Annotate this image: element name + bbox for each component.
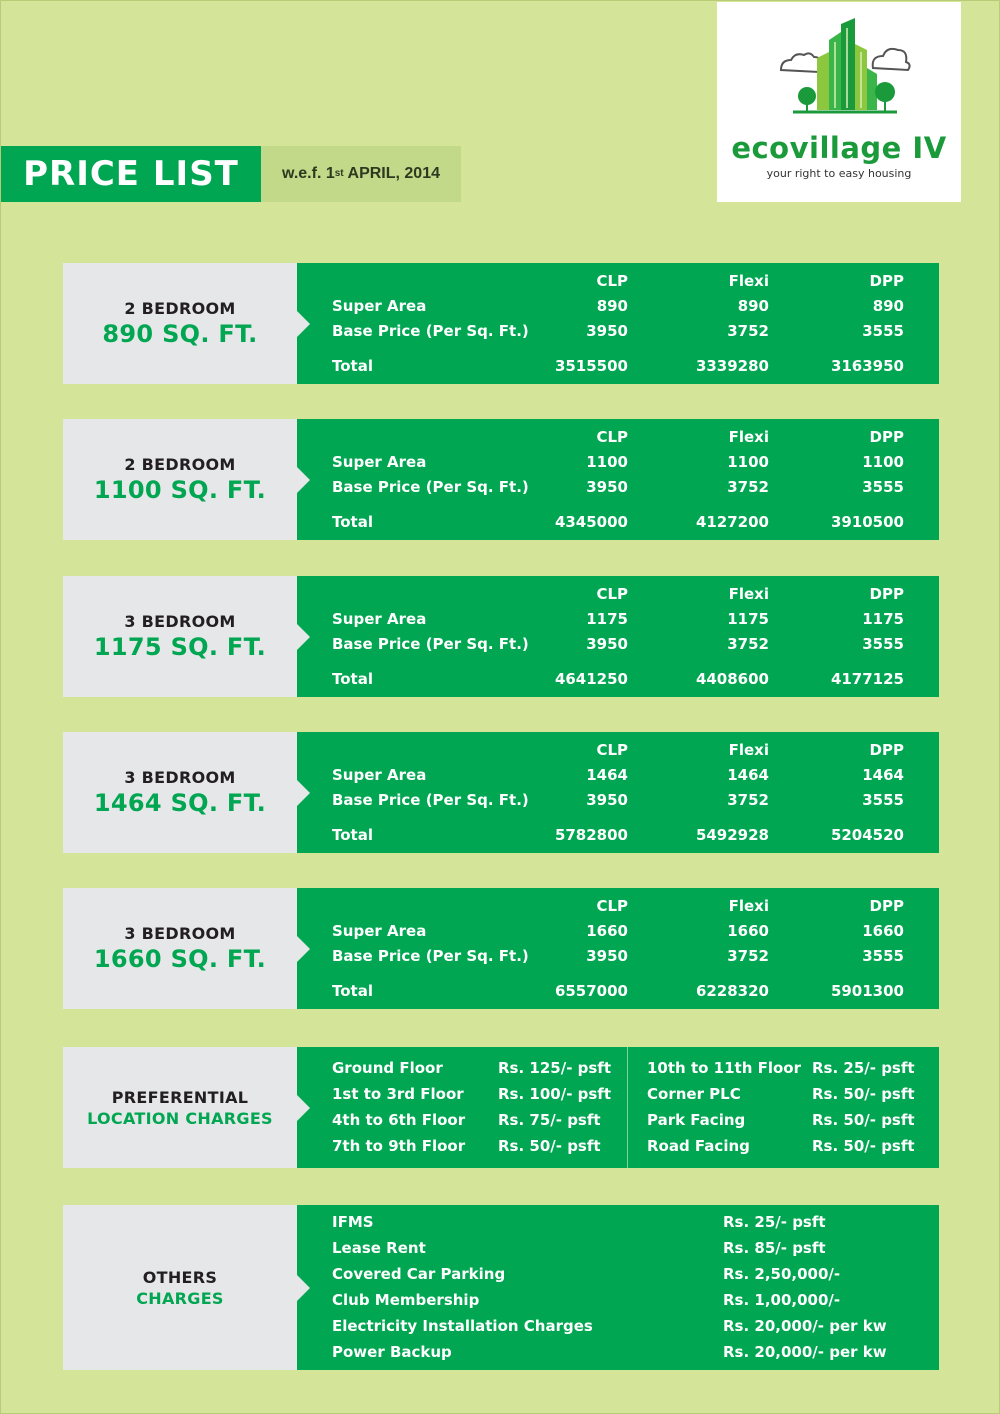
other-charge-row xyxy=(297,1291,939,1313)
plc-item-charge: Rs. 50/- psft xyxy=(812,1085,915,1103)
other-charge-value: Rs. 20,000/- per kw xyxy=(723,1317,887,1335)
price-row xyxy=(297,478,939,500)
row-value: 1175 xyxy=(862,610,904,628)
other-charge-name: Covered Car Parking xyxy=(332,1265,506,1283)
other-charge-row xyxy=(297,1343,939,1365)
price-list-title-bar xyxy=(1,146,261,202)
plc-floor-charge: Rs. 50/- psft xyxy=(498,1137,601,1155)
row-value: 1100 xyxy=(727,453,769,471)
plan-header-1: Flexi xyxy=(728,272,769,290)
page-title: PRICE LIST xyxy=(23,154,239,194)
unit-label-panel xyxy=(63,732,297,853)
row-label: Super Area xyxy=(332,922,427,940)
effective-date: w.e.f. 1 st APRIL, 2014 xyxy=(261,146,461,202)
other-charge-value: Rs. 1,00,000/- xyxy=(723,1291,841,1309)
plc-item-name: Corner PLC xyxy=(647,1085,741,1103)
wef-prefix: w.e.f. 1 xyxy=(281,165,335,182)
others-label-line1: OTHERS xyxy=(142,1267,218,1287)
plc-label-line2: LOCATION CHARGES xyxy=(87,1108,273,1128)
other-charge-value: Rs. 25/- psft xyxy=(723,1213,826,1231)
row-value: 1660 xyxy=(586,922,628,940)
other-charge-value: Rs. 2,50,000/- xyxy=(723,1265,841,1283)
row-label: Base Price (Per Sq. Ft.) xyxy=(332,635,529,653)
price-row xyxy=(297,947,939,969)
bedroom-type: 3 BEDROOM xyxy=(124,768,236,787)
plan-header-0: CLP xyxy=(596,741,628,759)
price-header-row xyxy=(297,428,939,450)
other-charge-name: Lease Rent xyxy=(332,1239,426,1257)
row-value: 3950 xyxy=(586,791,628,809)
other-charge-row xyxy=(297,1265,939,1287)
price-row xyxy=(297,357,939,379)
row-value: 890 xyxy=(872,297,904,315)
plan-header-1: Flexi xyxy=(728,897,769,915)
unit-arrow xyxy=(297,624,310,650)
bedroom-type: 2 BEDROOM xyxy=(124,455,236,474)
row-value: 5782800 xyxy=(554,826,628,844)
unit-section xyxy=(63,263,939,384)
unit-price-table xyxy=(297,263,939,384)
plc-label-panel xyxy=(63,1047,297,1168)
row-label: Total xyxy=(332,670,373,688)
others-arrow xyxy=(297,1275,310,1301)
row-value: 4641250 xyxy=(554,670,628,688)
unit-label-panel xyxy=(63,419,297,540)
row-value: 3339280 xyxy=(695,357,769,375)
unit-area: 1660 SQ. FT. xyxy=(93,945,267,973)
row-value: 4177125 xyxy=(830,670,904,688)
price-row xyxy=(297,670,939,692)
unit-section xyxy=(63,888,939,1009)
row-label: Base Price (Per Sq. Ft.) xyxy=(332,791,529,809)
row-value: 3555 xyxy=(862,947,904,965)
row-value: 1100 xyxy=(586,453,628,471)
price-row xyxy=(297,513,939,535)
plan-header-0: CLP xyxy=(596,897,628,915)
row-value: 1464 xyxy=(586,766,628,784)
row-value: 890 xyxy=(596,297,628,315)
plan-header-2: DPP xyxy=(869,897,904,915)
row-label: Super Area xyxy=(332,453,427,471)
price-header-row xyxy=(297,272,939,294)
plan-header-0: CLP xyxy=(596,428,628,446)
price-header-row xyxy=(297,741,939,763)
row-label: Total xyxy=(332,982,373,1000)
plc-arrow xyxy=(297,1095,310,1121)
plan-header-0: CLP xyxy=(596,272,628,290)
others-label-panel xyxy=(63,1205,297,1370)
price-row xyxy=(297,635,939,657)
row-value: 1100 xyxy=(862,453,904,471)
price-row xyxy=(297,791,939,813)
others-table xyxy=(297,1205,939,1370)
price-row xyxy=(297,922,939,944)
logo-name: ecovillage IV xyxy=(731,131,947,165)
row-value: 1660 xyxy=(727,922,769,940)
plan-header-0: CLP xyxy=(596,585,628,603)
unit-label-panel xyxy=(63,263,297,384)
row-value: 3752 xyxy=(727,635,769,653)
bedroom-type: 3 BEDROOM xyxy=(124,612,236,631)
row-label: Super Area xyxy=(332,610,427,628)
row-value: 3555 xyxy=(862,791,904,809)
unit-arrow xyxy=(297,780,310,806)
price-row xyxy=(297,610,939,632)
unit-label-panel xyxy=(63,576,297,697)
unit-area: 1100 SQ. FT. xyxy=(93,476,267,504)
plc-floor-name: 1st to 3rd Floor xyxy=(332,1085,464,1103)
row-label: Total xyxy=(332,826,373,844)
unit-section xyxy=(63,419,939,540)
unit-label-panel xyxy=(63,888,297,1009)
row-value: 890 xyxy=(737,297,769,315)
unit-arrow xyxy=(297,936,310,962)
row-value: 4408600 xyxy=(695,670,769,688)
unit-arrow xyxy=(297,311,310,337)
price-row xyxy=(297,322,939,344)
other-charge-name: Electricity Installation Charges xyxy=(332,1317,593,1335)
row-label: Total xyxy=(332,513,373,531)
other-charge-value: Rs. 85/- psft xyxy=(723,1239,826,1257)
other-charge-name: Power Backup xyxy=(332,1343,452,1361)
plc-floor-charge: Rs. 75/- psft xyxy=(498,1111,601,1129)
row-label: Base Price (Per Sq. Ft.) xyxy=(332,478,529,496)
plc-item-charge: Rs. 50/- psft xyxy=(812,1137,915,1155)
row-value: 3555 xyxy=(862,322,904,340)
row-value: 4127200 xyxy=(695,513,769,531)
unit-area: 890 SQ. FT. xyxy=(102,320,258,348)
row-value: 1464 xyxy=(727,766,769,784)
row-value: 3950 xyxy=(586,947,628,965)
row-value: 1175 xyxy=(586,610,628,628)
plc-item-charge: Rs. 25/- psft xyxy=(812,1059,915,1077)
row-value: 5204520 xyxy=(830,826,904,844)
row-value: 1464 xyxy=(862,766,904,784)
unit-section xyxy=(63,576,939,697)
unit-area: 1464 SQ. FT. xyxy=(93,789,267,817)
plc-label-line1: PREFERENTIAL xyxy=(111,1087,249,1107)
plan-header-2: DPP xyxy=(869,585,904,603)
row-label: Total xyxy=(332,357,373,375)
price-row xyxy=(297,826,939,848)
price-row xyxy=(297,297,939,319)
plc-divider xyxy=(627,1047,628,1168)
logo xyxy=(717,2,961,202)
plc-item-name: 10th to 11th Floor xyxy=(647,1059,801,1077)
unit-price-table xyxy=(297,732,939,853)
unit-price-table xyxy=(297,888,939,1009)
plan-header-2: DPP xyxy=(869,428,904,446)
others-charges-section xyxy=(63,1205,939,1370)
row-value: 4345000 xyxy=(554,513,628,531)
row-value: 5901300 xyxy=(830,982,904,1000)
row-value: 3752 xyxy=(727,791,769,809)
plan-header-1: Flexi xyxy=(728,585,769,603)
preferential-location-charges-section xyxy=(63,1047,939,1168)
plc-table xyxy=(297,1047,939,1168)
price-row xyxy=(297,982,939,1004)
plc-floor-charge: Rs. 125/- psft xyxy=(498,1059,611,1077)
other-charge-row xyxy=(297,1317,939,1339)
plc-floor-name: Ground Floor xyxy=(332,1059,443,1077)
row-value: 3515500 xyxy=(554,357,628,375)
plan-header-2: DPP xyxy=(869,272,904,290)
unit-arrow xyxy=(297,467,310,493)
row-value: 5492928 xyxy=(695,826,769,844)
unit-section xyxy=(63,732,939,853)
row-label: Base Price (Per Sq. Ft.) xyxy=(332,947,529,965)
row-value: 3910500 xyxy=(830,513,904,531)
row-value: 3752 xyxy=(727,947,769,965)
other-charge-row xyxy=(297,1213,939,1235)
others-label-line2: CHARGES xyxy=(136,1288,224,1308)
row-value: 3752 xyxy=(727,322,769,340)
row-value: 3555 xyxy=(862,478,904,496)
row-value: 3752 xyxy=(727,478,769,496)
price-row xyxy=(297,453,939,475)
wef-suffix: APRIL, 2014 xyxy=(343,165,440,182)
unit-price-table xyxy=(297,576,939,697)
logo-tagline: your right to easy housing xyxy=(766,167,912,180)
price-row xyxy=(297,766,939,788)
other-charge-name: Club Membership xyxy=(332,1291,480,1309)
row-label: Super Area xyxy=(332,297,427,315)
plc-item-name: Park Facing xyxy=(647,1111,746,1129)
bedroom-type: 3 BEDROOM xyxy=(124,924,236,943)
unit-price-table xyxy=(297,419,939,540)
row-value: 3950 xyxy=(586,635,628,653)
unit-area: 1175 SQ. FT. xyxy=(93,633,267,661)
plan-header-1: Flexi xyxy=(728,741,769,759)
row-value: 3950 xyxy=(586,478,628,496)
other-charge-row xyxy=(297,1239,939,1261)
plc-floor-charge: Rs. 100/- psft xyxy=(498,1085,611,1103)
plc-item-name: Road Facing xyxy=(647,1137,750,1155)
row-value: 1175 xyxy=(727,610,769,628)
other-charge-name: IFMS xyxy=(332,1213,374,1231)
plan-header-2: DPP xyxy=(869,741,904,759)
row-value: 3950 xyxy=(586,322,628,340)
plc-floor-name: 4th to 6th Floor xyxy=(332,1111,466,1129)
plc-floor-name: 7th to 9th Floor xyxy=(332,1137,466,1155)
row-label: Base Price (Per Sq. Ft.) xyxy=(332,322,529,340)
price-header-row xyxy=(297,585,939,607)
row-value: 1660 xyxy=(862,922,904,940)
row-value: 3163950 xyxy=(830,357,904,375)
price-header-row xyxy=(297,897,939,919)
bedroom-type: 2 BEDROOM xyxy=(124,299,236,318)
row-value: 6228320 xyxy=(695,982,769,1000)
plan-header-1: Flexi xyxy=(728,428,769,446)
row-value: 3555 xyxy=(862,635,904,653)
row-label: Super Area xyxy=(332,766,427,784)
plc-item-charge: Rs. 50/- psft xyxy=(812,1111,915,1129)
other-charge-value: Rs. 20,000/- per kw xyxy=(723,1343,887,1361)
row-value: 6557000 xyxy=(554,982,628,1000)
building-logo-icon xyxy=(773,18,913,118)
